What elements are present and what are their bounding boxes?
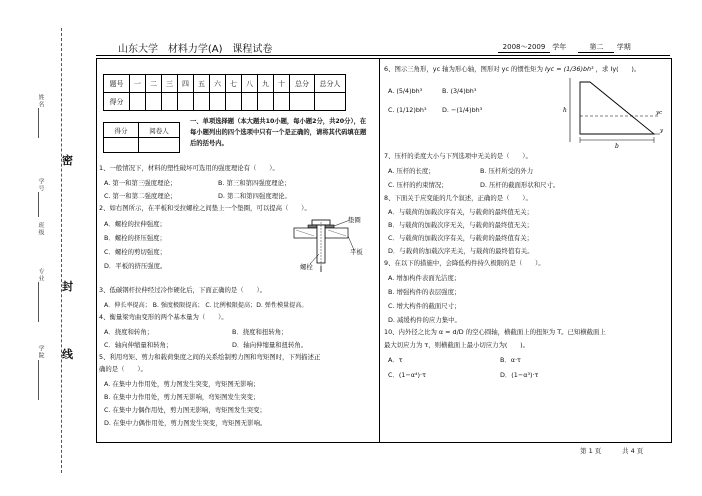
column-divider <box>379 58 380 442</box>
score-input-9[interactable] <box>258 93 274 111</box>
margin-college-field[interactable] <box>38 360 39 400</box>
score-cell: 七 <box>226 75 242 93</box>
q9-option-c[interactable]: C. 增大构件的截面尺寸； <box>388 302 461 310</box>
question-2: 2、如右图所示，在平板和受拉螺栓之间垫上一个垫圈，可以提高（ ）。 <box>99 204 311 212</box>
score-cell: 四 <box>178 75 194 93</box>
q4-option-a[interactable]: A．挠度和转角； <box>104 328 154 336</box>
score-cell: 八 <box>242 75 258 93</box>
question-7: 7、压杆的柔度大小与下列选项中无关的是（ ）。 <box>384 152 532 160</box>
grader-reviewer-label: 阅卷人 <box>139 123 180 138</box>
page-number: 第 1 页 <box>580 447 602 455</box>
q6-text: 6、图示三角形，yc 轴为形心轴，图形对 yc 的惯性矩为 <box>384 65 543 73</box>
grader-score-label: 得分 <box>104 123 139 138</box>
margin-name-label: 姓名 <box>37 94 44 108</box>
term-value: 第二 <box>578 42 614 53</box>
q6-option-c[interactable]: C. (1/12)bh³ <box>388 106 427 114</box>
question-4: 4、衡量梁弯曲变形的两个基本量为（ ）。 <box>99 313 228 321</box>
score-cell: 总分人 <box>315 75 346 93</box>
axis-y-label: y <box>660 128 664 134</box>
grader-score-field[interactable] <box>104 138 139 153</box>
q5-option-c[interactable]: C. 在集中力偶作用处，剪力图无影响，弯矩图发生突变； <box>104 406 266 414</box>
fig-bolt-label: 螺栓 <box>300 263 313 271</box>
seal-char-feng: 封 <box>62 280 73 293</box>
page-total: 共 4 页 <box>622 447 644 455</box>
q2-option-a[interactable]: A．螺栓的拉伸强度； <box>104 220 166 228</box>
q7-option-a[interactable]: A. 压杆的长度； <box>388 167 435 175</box>
margin-major-label: 专业 <box>37 268 44 282</box>
dim-b-label: b <box>615 143 619 150</box>
q5-option-b[interactable]: B. 在集中力作用处，剪力图无影响，弯矩图发生突变； <box>104 393 260 401</box>
exam-header-left <box>118 40 272 56</box>
year-label: 学年 <box>552 43 567 51</box>
plate-right <box>325 228 348 238</box>
margin-name-field[interactable] <box>38 108 39 138</box>
paper-type: 课程试卷 <box>232 44 273 55</box>
score-cell: 六 <box>210 75 226 93</box>
question-5-line-2: 确的是（ ）。 <box>99 365 147 373</box>
q6-text-end: ，求 Iy( )。 <box>595 65 641 73</box>
score-cell: 一 <box>130 75 146 93</box>
q6-option-a[interactable]: A. (5/4)bh³ <box>388 87 423 95</box>
score-input-4[interactable] <box>178 93 194 111</box>
q2-option-d[interactable]: D．平板的挤压强度。 <box>104 262 167 270</box>
question-1: 1、一般情况下，材料的塑性破坏可选用的强度理论有（ ）。 <box>99 164 279 172</box>
grader-table <box>103 122 180 153</box>
q7-option-c[interactable]: C. 压杆的约束情况； <box>388 181 448 189</box>
q7-option-d[interactable]: D. 压杆的截面形状和尺寸。 <box>480 181 560 189</box>
score-cell: 题号 <box>104 75 130 93</box>
question-6 <box>384 65 640 73</box>
q8-option-c[interactable]: C．与载荷的加载次序有关，与载荷的最终值有关； <box>388 234 534 242</box>
q10-option-b[interactable]: B．α·τ <box>500 356 521 364</box>
dim-h-label: h <box>563 107 567 114</box>
q6-option-d[interactable]: D. −(1/4)bh³ <box>442 106 483 114</box>
margin-college-label: 学院 <box>37 345 44 359</box>
score-cell: 总分 <box>290 75 315 93</box>
triangle-figure <box>560 74 668 150</box>
fig-plate-label: 平板 <box>350 248 363 256</box>
q6-formula: Iyc = (1/36)bh³ <box>545 65 594 73</box>
q10-option-d[interactable]: D．(1−α³)·τ <box>500 371 539 379</box>
margin-id-field[interactable] <box>38 192 39 217</box>
q4-option-d[interactable]: D．轴向伸缩量和扭转角。 <box>232 341 308 349</box>
score-table <box>103 74 346 111</box>
margin-id-label: 学号 <box>37 178 44 192</box>
margin-major-field[interactable] <box>38 282 39 322</box>
axis-yc-label: yc <box>656 110 663 116</box>
score-input-scorer[interactable] <box>315 93 346 111</box>
question-10-line-2: 最大切应力为 τ，则横截面上最小切应力为( )。 <box>384 341 530 349</box>
binding-line <box>61 28 62 473</box>
score-cell: 五 <box>194 75 210 93</box>
academic-years: 2008～2009 <box>498 42 550 53</box>
q8-option-d[interactable]: D．与载荷的加载次序无关，与载荷的最终值有关。 <box>388 247 534 255</box>
score-input-7[interactable] <box>226 93 242 111</box>
term-label: 学期 <box>616 43 631 51</box>
score-input-5[interactable] <box>194 93 210 111</box>
plate-left <box>294 228 317 238</box>
score-input-total[interactable] <box>290 93 315 111</box>
question-3: 3、低碳钢杆拉伸经过冷作硬化后，下面正确的是（ ）。 <box>99 286 267 294</box>
score-input-1[interactable] <box>130 93 146 111</box>
q9-option-d[interactable]: D. 减缓构件的应力集中。 <box>388 316 461 324</box>
q6-option-b[interactable]: B. (3/4)bh³ <box>442 87 477 95</box>
q10-option-c[interactable]: C．(1−α⁴)·τ <box>388 371 426 379</box>
q8-option-a[interactable]: A．与载荷的加载次序有关，与载荷的最终值无关； <box>388 208 533 216</box>
header-rule <box>96 55 670 56</box>
course-name: 材料力学(A) <box>161 40 229 56</box>
q7-option-b[interactable]: B. 压杆所受的外力 <box>480 167 534 175</box>
score-cell: 得分 <box>104 93 130 111</box>
exam-header-right <box>498 42 631 53</box>
fig-washer-label: 垫圈 <box>348 216 361 224</box>
score-header-row <box>104 75 346 93</box>
question-5-line-1: 5、利用弯矩、剪力和载荷集度之间的关系绘制剪力图和弯矩图时，下列描述正 <box>99 353 321 361</box>
score-cell: 十 <box>274 75 290 93</box>
q1-option-b[interactable]: B. 第三和第四强度理论； <box>218 179 291 187</box>
university-name: 山东大学 <box>118 44 158 55</box>
score-cell: 三 <box>162 75 178 93</box>
q5-option-d[interactable]: D. 在集中力偶作用处，剪力图发生突变，弯矩图无影响。 <box>104 419 267 427</box>
score-input-3[interactable] <box>162 93 178 111</box>
score-input-2[interactable] <box>146 93 162 111</box>
q9-option-b[interactable]: B. 增强构件的表层强度； <box>388 288 461 296</box>
q2-option-b[interactable]: B．螺栓的挤压强度； <box>104 234 166 242</box>
q4-option-c[interactable]: C．轴向伸缩量和转角； <box>104 341 173 349</box>
q1-option-a[interactable]: A. 第一和第三强度理论； <box>104 179 177 187</box>
score-input-10[interactable] <box>274 93 290 111</box>
grader-reviewer-field[interactable] <box>139 138 180 153</box>
score-cell: 二 <box>146 75 162 93</box>
q8-option-b[interactable]: B．与载荷的加载次序无关，与载荷的最终值无关； <box>388 221 533 229</box>
q5-option-a[interactable]: A. 在集中力作用处，剪力图发生突变，弯矩图无影响； <box>104 380 260 388</box>
section-instruction: 一、单项选择题（本大题共10小题，每小题2分，共20分），在每小题列出的四个选项中只有一个是正确的，请将其代码填在题后的括号内。 <box>190 118 367 147</box>
q1-option-d[interactable]: D. 第二和第四强度理论。 <box>218 192 291 200</box>
score-cell: 九 <box>258 75 274 93</box>
seal-char-mi: 密 <box>62 154 73 167</box>
q1-option-c[interactable]: C. 第一和第二强度理论； <box>104 192 177 200</box>
q2-option-c[interactable]: C．螺栓的剪切强度； <box>104 248 166 256</box>
question-9: 9、在以下的措施中，会降低构件持久极限的是（ ）。 <box>384 259 545 267</box>
question-8: 8、下面关于应变能的几个叙述，正确的是（ ）。 <box>384 194 532 202</box>
score-input-6[interactable] <box>210 93 226 111</box>
score-input-8[interactable] <box>242 93 258 111</box>
q9-option-a[interactable]: A. 增加构件表面光洁度； <box>388 274 461 282</box>
seal-char-xian: 线 <box>62 348 73 361</box>
question-10-line-1: 10、内外径之比为 α = d/D 的空心圆轴，横截面上的扭矩为 T。已知横截面上 <box>384 328 606 336</box>
q4-option-b[interactable]: B．挠度和扭转角； <box>232 328 288 336</box>
q10-option-a[interactable]: A．τ <box>388 356 403 364</box>
q3-options[interactable]: A．伸长率提高； B. 强度极限提高； C. 比例极限提高；D. 弹性模量提高。 <box>104 302 308 309</box>
triangle-shape <box>580 82 654 134</box>
margin-class-label: 班级 <box>37 222 44 236</box>
score-value-row <box>104 93 346 111</box>
